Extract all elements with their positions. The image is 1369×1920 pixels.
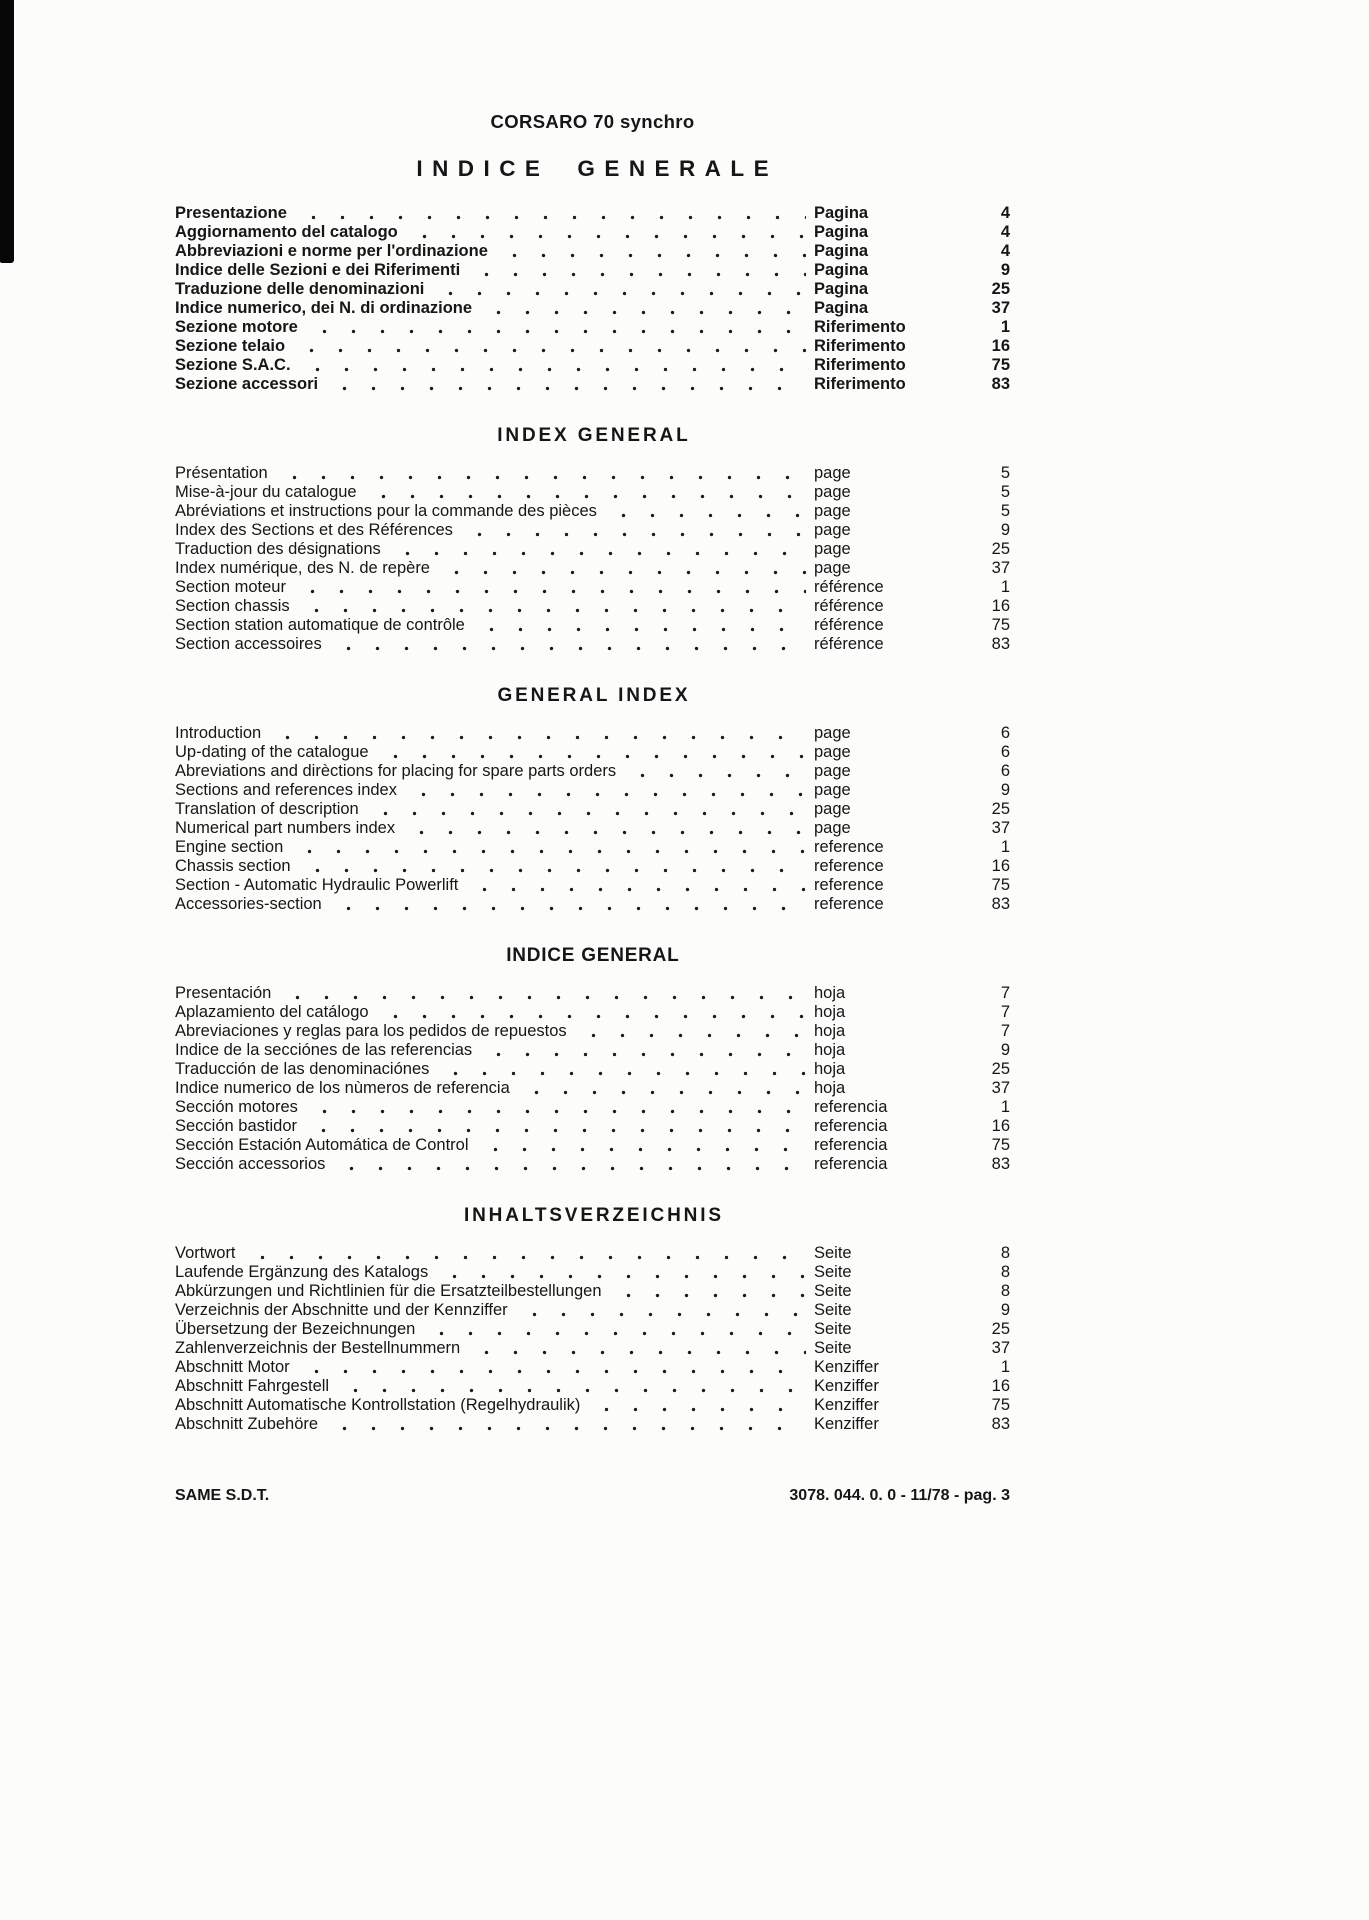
toc-row (175, 261, 1010, 280)
toc-row (175, 299, 1010, 318)
toc-row (175, 483, 1010, 502)
toc-page-number: 37 (991, 299, 1010, 317)
toc-ref-type: page (814, 800, 851, 818)
toc-entry-label: Up-dating of the catalogue (175, 743, 369, 761)
toc-row (175, 204, 1010, 223)
toc-row (175, 616, 1010, 635)
toc-row (175, 223, 1010, 242)
toc-row (175, 1339, 1010, 1358)
toc-entry-label: Présentation (175, 464, 268, 482)
dot-leader (603, 502, 806, 521)
toc-page-number: 7 (1000, 1022, 1010, 1040)
toc-entry-label: Index des Sections et des Références (175, 521, 453, 539)
toc-ref-type: Riferimento (814, 375, 906, 393)
toc-page-number: 9 (1000, 781, 1010, 799)
toc-entry-label: Abschnitt Zubehöre (175, 1415, 319, 1433)
toc-ref-type: hoja (814, 1041, 846, 1059)
toc-ref-type: page (814, 483, 851, 501)
toc-entry-label: Presentazione (175, 204, 287, 222)
toc-ref-type: referencia (814, 1136, 888, 1154)
toc-row (175, 743, 1010, 762)
toc-ref-type: reference (814, 857, 884, 875)
toc-entry-label: Traduzione delle denominazioni (175, 280, 425, 298)
toc-ref-type: page (814, 502, 851, 520)
dot-leader (328, 895, 806, 914)
toc-ref-type: page (814, 743, 851, 761)
toc-rows (175, 204, 1010, 394)
toc-ref-type: page (814, 464, 851, 482)
toc-row (175, 280, 1010, 299)
toc-row (175, 724, 1010, 743)
toc-ref-type: référence (814, 635, 884, 653)
dot-leader (297, 857, 806, 876)
toc-page-number: 75 (991, 616, 1010, 634)
toc-row (175, 242, 1010, 261)
toc-row (175, 337, 1010, 356)
toc-page-number: 5 (1000, 464, 1010, 482)
toc-page-number: 6 (1000, 724, 1010, 742)
toc-rows (175, 984, 1010, 1174)
toc-row (175, 1301, 1010, 1320)
toc-page-number: 5 (1000, 502, 1010, 520)
toc-ref-type: Pagina (814, 280, 869, 298)
toc-row (175, 1098, 1010, 1117)
toc-entry-label: Sezione accessori (175, 375, 319, 393)
dot-leader (331, 1155, 806, 1174)
section-title: INDICE GENERALE (416, 156, 779, 181)
toc-page-number: 16 (991, 1377, 1010, 1395)
toc-ref-type: Pagina (814, 223, 869, 241)
toc-page-number: 25 (991, 800, 1010, 818)
toc-page-number: 25 (991, 280, 1010, 298)
toc-ref-type: référence (814, 578, 884, 596)
toc-page-number: 1 (1000, 318, 1010, 336)
dot-leader (296, 597, 806, 616)
dot-leader (573, 1022, 806, 1041)
toc-entry-label: Traduction des désignations (175, 540, 381, 558)
dot-leader (387, 540, 806, 559)
dot-leader (242, 1244, 806, 1263)
toc-entry-label: Traducción de las denominaciónes (175, 1060, 430, 1078)
toc-row (175, 1358, 1010, 1377)
toc-page-number: 1 (1000, 1358, 1010, 1376)
toc-row (175, 1320, 1010, 1339)
toc-entry-label: Indice de la secciónes de las referencias (175, 1041, 473, 1059)
dot-leader (293, 204, 806, 223)
toc-row (175, 502, 1010, 521)
toc-page-number: 1 (1000, 578, 1010, 596)
toc-page-number: 9 (1000, 1041, 1010, 1059)
toc-entry-label: Vortwort (175, 1244, 236, 1262)
toc-ref-type: page (814, 781, 851, 799)
toc-ref-type: Riferimento (814, 337, 906, 355)
dot-leader (478, 1041, 806, 1060)
dot-leader (328, 635, 806, 654)
toc-sections (175, 156, 1010, 1434)
toc-row (175, 800, 1010, 819)
toc-entry-label: Laufende Ergänzung des Katalogs (175, 1263, 429, 1281)
toc-page-number: 1 (1000, 838, 1010, 856)
toc-entry-label: Introduction (175, 724, 262, 742)
toc-ref-type: hoja (814, 1060, 846, 1078)
section-title: INDICE GENERAL (506, 945, 680, 966)
toc-page-number: 37 (991, 1079, 1010, 1097)
dot-leader (324, 1415, 806, 1434)
dot-leader (430, 280, 806, 299)
toc-page-number: 16 (991, 337, 1010, 355)
toc-entry-label: Sección motores (175, 1098, 298, 1116)
toc-entry-label: Abschnitt Fahrgestell (175, 1377, 330, 1395)
toc-entry-label: Aplazamiento del catálogo (175, 1003, 369, 1021)
toc-page-number: 16 (991, 1117, 1010, 1135)
footer-document-number: 3078. 044. 0. 0 - 11/78 - pag. 3 (789, 1487, 1010, 1504)
dot-leader (267, 724, 806, 743)
dot-leader (277, 984, 806, 1003)
toc-row (175, 464, 1010, 483)
page-footer (175, 1487, 1010, 1505)
toc-page-number: 8 (1000, 1282, 1010, 1300)
toc-ref-type: reference (814, 876, 884, 894)
toc-entry-label: Sezione S.A.C. (175, 356, 291, 374)
toc-ref-type: Riferimento (814, 356, 906, 374)
toc-entry-label: Indice delle Sezioni e dei Riferimenti (175, 261, 461, 279)
toc-ref-type: page (814, 521, 851, 539)
toc-row (175, 984, 1010, 1003)
toc-entry-label: Aggiornamento del catalogo (175, 223, 398, 241)
toc-page-number: 83 (991, 635, 1010, 653)
toc-rows (175, 724, 1010, 914)
toc-entry-label: Abréviations et instructions pour la commande des pièces (175, 502, 597, 520)
toc-page-number: 9 (1000, 1301, 1010, 1319)
toc-entry-label: Verzeichnis der Abschnitte und der Kennziffer (175, 1301, 508, 1319)
toc-ref-type: hoja (814, 1079, 846, 1097)
toc-row (175, 895, 1010, 914)
toc-row (175, 1060, 1010, 1079)
toc-page-number: 4 (1000, 242, 1010, 260)
dot-leader (608, 1282, 806, 1301)
toc-row (175, 1244, 1010, 1263)
toc-row (175, 578, 1010, 597)
toc-row (175, 1079, 1010, 1098)
toc-page-number: 6 (1000, 743, 1010, 761)
dot-leader (375, 743, 806, 762)
toc-entry-label: Indice numerico de los nùmeros de referencia (175, 1079, 510, 1097)
toc-row (175, 1003, 1010, 1022)
toc-page-number: 25 (991, 1320, 1010, 1338)
toc-ref-type: Pagina (814, 299, 869, 317)
toc-ref-type: Seite (814, 1339, 852, 1357)
toc-entry-label: Section moteur (175, 578, 286, 596)
document-model-title: CORSARO 70 synchro (490, 111, 695, 132)
toc-entry-label: Accessories-section (175, 895, 322, 913)
toc-row (175, 1282, 1010, 1301)
dot-leader (304, 318, 806, 337)
dot-leader (289, 838, 806, 857)
toc-page-number: 8 (1000, 1244, 1010, 1262)
toc-row (175, 819, 1010, 838)
dot-leader (434, 1263, 806, 1282)
toc-row (175, 1136, 1010, 1155)
toc-row (175, 857, 1010, 876)
toc-entry-label: Engine section (175, 838, 284, 856)
toc-row (175, 1415, 1010, 1434)
toc-page-number: 83 (991, 895, 1010, 913)
page-content (175, 112, 1010, 1434)
toc-ref-type: Seite (814, 1263, 852, 1281)
toc-row (175, 1377, 1010, 1396)
dot-leader (291, 337, 806, 356)
toc-ref-type: hoja (814, 1022, 846, 1040)
toc-page-number: 25 (991, 540, 1010, 558)
toc-ref-type: Pagina (814, 204, 869, 222)
toc-row (175, 597, 1010, 616)
toc-ref-type: hoja (814, 984, 846, 1002)
section-title: GENERAL INDEX (497, 685, 691, 706)
toc-ref-type: Seite (814, 1244, 852, 1262)
section-title: INHALTSVERZEICHNIS (463, 1205, 724, 1226)
dot-leader (292, 578, 806, 597)
dot-leader (586, 1396, 806, 1415)
toc-ref-type: Pagina (814, 242, 869, 260)
toc-ref-type: reference (814, 838, 884, 856)
toc-row (175, 375, 1010, 394)
toc-page-number: 83 (991, 1155, 1010, 1173)
dot-leader (404, 223, 806, 242)
toc-ref-type: referencia (814, 1098, 888, 1116)
toc-section-english (175, 684, 1010, 914)
toc-page-number: 25 (991, 1060, 1010, 1078)
toc-ref-type: page (814, 724, 851, 742)
toc-ref-type: page (814, 559, 851, 577)
toc-page-number: 83 (991, 1415, 1010, 1433)
dot-leader (466, 1339, 806, 1358)
toc-entry-label: Abreviations and dirèctions for placing for spare parts orders (175, 762, 617, 780)
toc-row (175, 1022, 1010, 1041)
scan-artifact-bar (0, 0, 14, 263)
toc-row (175, 876, 1010, 895)
toc-entry-label: Sezione motore (175, 318, 298, 336)
section-title: INDEX GENERAL (497, 425, 691, 446)
toc-page-number: 4 (1000, 204, 1010, 222)
toc-entry-label: Section chassis (175, 597, 290, 615)
toc-page-number: 7 (1000, 984, 1010, 1002)
dot-leader (459, 521, 806, 540)
dot-leader (363, 483, 806, 502)
dot-leader (466, 261, 806, 280)
toc-ref-type: Seite (814, 1320, 852, 1338)
toc-page-number: 6 (1000, 762, 1010, 780)
toc-section-deutsch (175, 1204, 1010, 1434)
toc-page-number: 8 (1000, 1263, 1010, 1281)
dot-leader (436, 559, 806, 578)
toc-page-number: 75 (991, 1136, 1010, 1154)
toc-row (175, 635, 1010, 654)
dot-leader (403, 781, 806, 800)
dot-leader (297, 356, 806, 375)
toc-page-number: 75 (991, 356, 1010, 374)
toc-page-number: 37 (991, 1339, 1010, 1357)
toc-page-number: 1 (1000, 1098, 1010, 1116)
toc-page-number: 9 (1000, 521, 1010, 539)
toc-section-francais (175, 424, 1010, 654)
toc-section-espanol (175, 944, 1010, 1174)
toc-entry-label: Presentación (175, 984, 272, 1002)
toc-rows (175, 1244, 1010, 1434)
toc-entry-label: Sección bastidor (175, 1117, 297, 1135)
toc-page-number: 37 (991, 819, 1010, 837)
toc-row (175, 762, 1010, 781)
toc-entry-label: Section - Automatic Hydraulic Powerlift (175, 876, 459, 894)
toc-entry-label: Mise-à-jour du catalogue (175, 483, 357, 501)
toc-ref-type: Kenziffer (814, 1396, 879, 1414)
toc-entry-label: Sección Estación Automática de Control (175, 1136, 469, 1154)
toc-page-number: 5 (1000, 483, 1010, 501)
dot-leader (435, 1060, 806, 1079)
toc-ref-type: référence (814, 616, 884, 634)
toc-ref-type: Kenziffer (814, 1415, 879, 1433)
dot-leader (475, 1136, 807, 1155)
toc-rows (175, 464, 1010, 654)
toc-page-number: 75 (991, 1396, 1010, 1414)
dot-leader (471, 616, 806, 635)
toc-row (175, 838, 1010, 857)
toc-entry-label: Abschnitt Motor (175, 1358, 290, 1376)
toc-row (175, 1117, 1010, 1136)
toc-entry-label: Abbreviazioni e norme per l'ordinazione (175, 242, 488, 260)
toc-row (175, 1155, 1010, 1174)
toc-ref-type: referencia (814, 1155, 888, 1173)
toc-row (175, 1263, 1010, 1282)
toc-page-number: 37 (991, 559, 1010, 577)
toc-entry-label: Indice numerico, dei N. di ordinazione (175, 299, 473, 317)
dot-leader (494, 242, 806, 261)
dot-leader (365, 800, 806, 819)
toc-entry-label: Section accessoires (175, 635, 322, 653)
toc-row (175, 1396, 1010, 1415)
toc-row (175, 540, 1010, 559)
toc-ref-type: Seite (814, 1301, 852, 1319)
dot-leader (516, 1079, 806, 1098)
toc-ref-type: Pagina (814, 261, 869, 279)
toc-entry-label: Translation of description (175, 800, 359, 818)
toc-ref-type: reference (814, 895, 884, 913)
dot-leader (375, 1003, 806, 1022)
dot-leader (464, 876, 806, 895)
toc-entry-label: Numerical part numbers index (175, 819, 396, 837)
toc-entry-label: Chassis section (175, 857, 291, 875)
dot-leader (514, 1301, 806, 1320)
toc-page-number: 9 (1000, 261, 1010, 279)
toc-row (175, 521, 1010, 540)
dot-leader (296, 1358, 806, 1377)
toc-ref-type: Kenziffer (814, 1358, 879, 1376)
toc-page-number: 75 (991, 876, 1010, 894)
toc-entry-label: Abreviaciones y reglas para los pedidos de repuestos (175, 1022, 567, 1040)
toc-row (175, 781, 1010, 800)
dot-leader (324, 375, 806, 394)
toc-page-number: 7 (1000, 1003, 1010, 1021)
dot-leader (335, 1377, 806, 1396)
toc-ref-type: hoja (814, 1003, 846, 1021)
toc-ref-type: page (814, 819, 851, 837)
toc-entry-label: Abkürzungen und Richtlinien für die Ersatzteilbestellungen (175, 1282, 602, 1300)
dot-leader (303, 1117, 806, 1136)
toc-ref-type: Riferimento (814, 318, 906, 336)
toc-entry-label: Zahlenverzeichnis der Bestellnummern (175, 1339, 461, 1357)
toc-section-italiano (175, 156, 1010, 394)
toc-ref-type: page (814, 540, 851, 558)
toc-row (175, 356, 1010, 375)
toc-ref-type: référence (814, 597, 884, 615)
toc-page-number: 83 (991, 375, 1010, 393)
dot-leader (401, 819, 806, 838)
toc-row (175, 559, 1010, 578)
toc-page-number: 4 (1000, 223, 1010, 241)
dot-leader (478, 299, 806, 318)
toc-ref-type: Seite (814, 1282, 852, 1300)
toc-row (175, 1041, 1010, 1060)
toc-entry-label: Sección accessorios (175, 1155, 326, 1173)
dot-leader (421, 1320, 806, 1339)
toc-ref-type: page (814, 762, 851, 780)
toc-ref-type: referencia (814, 1117, 888, 1135)
toc-entry-label: Übersetzung der Bezeichnungen (175, 1320, 416, 1338)
toc-entry-label: Sezione telaio (175, 337, 286, 355)
toc-row (175, 318, 1010, 337)
toc-entry-label: Abschnitt Automatische Kontrollstation (Regelhydraulik) (175, 1396, 581, 1414)
toc-entry-label: Sections and references index (175, 781, 397, 799)
toc-page-number: 16 (991, 597, 1010, 615)
toc-entry-label: Section station automatique de contrôle (175, 616, 465, 634)
dot-leader (622, 762, 806, 781)
toc-page-number: 16 (991, 857, 1010, 875)
footer-publisher: SAME S.D.T. (175, 1487, 270, 1504)
dot-leader (274, 464, 806, 483)
toc-ref-type: Kenziffer (814, 1377, 879, 1395)
dot-leader (304, 1098, 806, 1117)
toc-entry-label: Index numérique, des N. de repère (175, 559, 430, 577)
